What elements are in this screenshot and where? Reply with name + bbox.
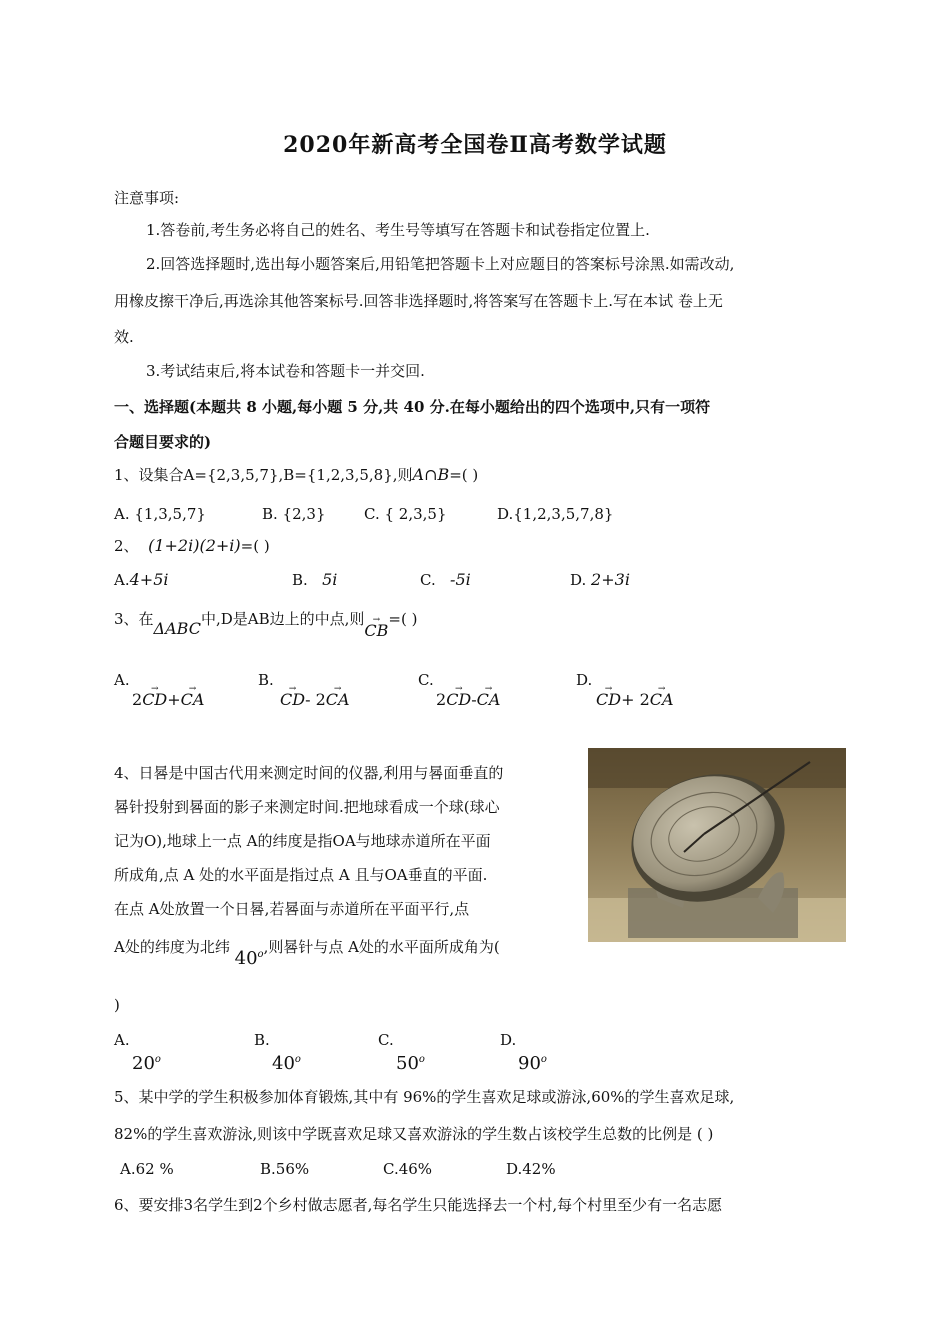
section-heading-line-1: 一、选择题(本题共 8 小题,每小题 5 分,共 40 分.在每小题给出的四个选项中,只有一项符 bbox=[114, 398, 711, 416]
q1-stem: 1、设集合A={2,3,5,7},B={1,2,3,5,8},则 bbox=[114, 466, 413, 484]
q5-line-2: 82%的学生喜欢游泳,则该中学既喜欢足球又喜欢游泳的学生数占该校学生总数的比例是 ( ) bbox=[114, 1125, 714, 1143]
q1-option-c: C. { 2,3,5} bbox=[364, 505, 447, 523]
q4-line-4: 所成角,点 A 处的水平面是指过点 A 且与OA垂直的平面. bbox=[114, 866, 488, 884]
question-2 bbox=[114, 536, 270, 556]
q4-option-a: A. 20$^o$ bbox=[114, 1031, 161, 1074]
section-heading-line-2: 合题目要求的) bbox=[114, 433, 212, 451]
q3-triangle: ΔABC bbox=[153, 619, 201, 638]
q4-line-7: ) bbox=[114, 996, 120, 1014]
notes-heading: 注意事项: bbox=[114, 189, 180, 207]
q3-option-c: C. 2→ CD-→ CA bbox=[418, 670, 500, 710]
q1-option-b: B. {2,3} bbox=[262, 505, 326, 523]
page-title: 2020年新高考全国卷Ⅱ高考数学试题 bbox=[283, 132, 667, 158]
q2-stem: 2、 bbox=[114, 537, 139, 555]
q1-math: A∩B bbox=[412, 465, 450, 484]
q3-option-d: D. → CD+ 2→ CA bbox=[576, 670, 674, 710]
q4-option-b: B. 40$^o$ bbox=[254, 1031, 301, 1074]
sundial-photo bbox=[588, 748, 846, 942]
q5-option-a: A.62 % bbox=[120, 1160, 174, 1178]
q4-option-c: C. 50$^o$ bbox=[378, 1031, 425, 1074]
question-1 bbox=[114, 465, 478, 485]
q5-option-b: B.56% bbox=[260, 1160, 310, 1178]
q5-option-c: C.46% bbox=[383, 1160, 433, 1178]
q5-option-d: D.42% bbox=[506, 1160, 556, 1178]
q4-option-d: D. 90$^o$ bbox=[500, 1031, 547, 1074]
q4-line-5: 在点 A处放置一个日晷,若晷面与赤道所在平面平行,点 bbox=[114, 900, 470, 918]
note-2-line-2: 用橡皮擦干净后,再选涂其他答案标号.回答非选择题时,将答案写在答题卡上.写在本试 卷上无 bbox=[114, 292, 723, 310]
q3-vector-cb: → CB bbox=[364, 621, 388, 641]
q1-option-d: D.{1,2,3,5,7,8} bbox=[497, 505, 614, 523]
q3-option-b: B. → CD- 2→ CA bbox=[258, 670, 350, 710]
note-3: 3.考试结束后,将本试卷和答题卡一并交回. bbox=[146, 362, 425, 380]
q4-line-3: 记为O),地球上一点 A的纬度是指OA与地球赤道所在平面 bbox=[114, 832, 491, 850]
q3-stem-b: 中,D是AB边上的中点,则 bbox=[200, 610, 365, 628]
note-2-line-1: 2.回答选择题时,选出每小题答案后,用铅笔把答题卡上对应题目的答案标号涂黑.如需改动, bbox=[146, 255, 735, 273]
note-2-line-3: 效. bbox=[114, 328, 134, 346]
q2-option-d: D. 2+3i bbox=[570, 570, 630, 589]
q2-option-c: C. -5i bbox=[420, 570, 471, 589]
q5-line-1: 5、某中学的学生积极参加体育锻炼,其中有 96%的学生喜欢足球或游泳,60%的学生喜欢足球, bbox=[114, 1088, 735, 1106]
q3-option-a: A. 2→ CD+→ CA bbox=[114, 670, 204, 710]
q2-tail: =( ) bbox=[240, 537, 270, 555]
q6-line-1: 6、要安排3名学生到2个乡村做志愿者,每名学生只能选择去一个村,每个村里至少有一名志愿 bbox=[114, 1196, 723, 1214]
q4-line-1: 4、日晷是中国古代用来测定时间的仪器,利用与晷面垂直的 bbox=[114, 764, 504, 782]
question-3 bbox=[114, 609, 418, 640]
q2-math: (1+2i)(2+i) bbox=[148, 536, 241, 555]
q2-option-a: A.4+5i bbox=[114, 570, 169, 589]
q4-line-6: A处的纬度为北纬 40$^o$,则晷针与点 A处的水平面所成角为( bbox=[114, 938, 500, 969]
q3-tail: =( ) bbox=[388, 610, 418, 628]
q3-stem-a: 3、在 bbox=[114, 610, 154, 628]
q1-option-a: A. {1,3,5,7} bbox=[114, 505, 206, 523]
note-1: 1.答卷前,考生务必将自己的姓名、考生号等填写在答题卡和试卷指定位置上. bbox=[146, 221, 650, 239]
q4-line-2: 晷针投射到晷面的影子来测定时间.把地球看成一个球(球心 bbox=[114, 798, 500, 816]
q1-tail: =( ) bbox=[449, 466, 479, 484]
q2-option-b: B. 5i bbox=[292, 570, 338, 589]
q4-latitude: 40$^o$ bbox=[234, 948, 264, 969]
